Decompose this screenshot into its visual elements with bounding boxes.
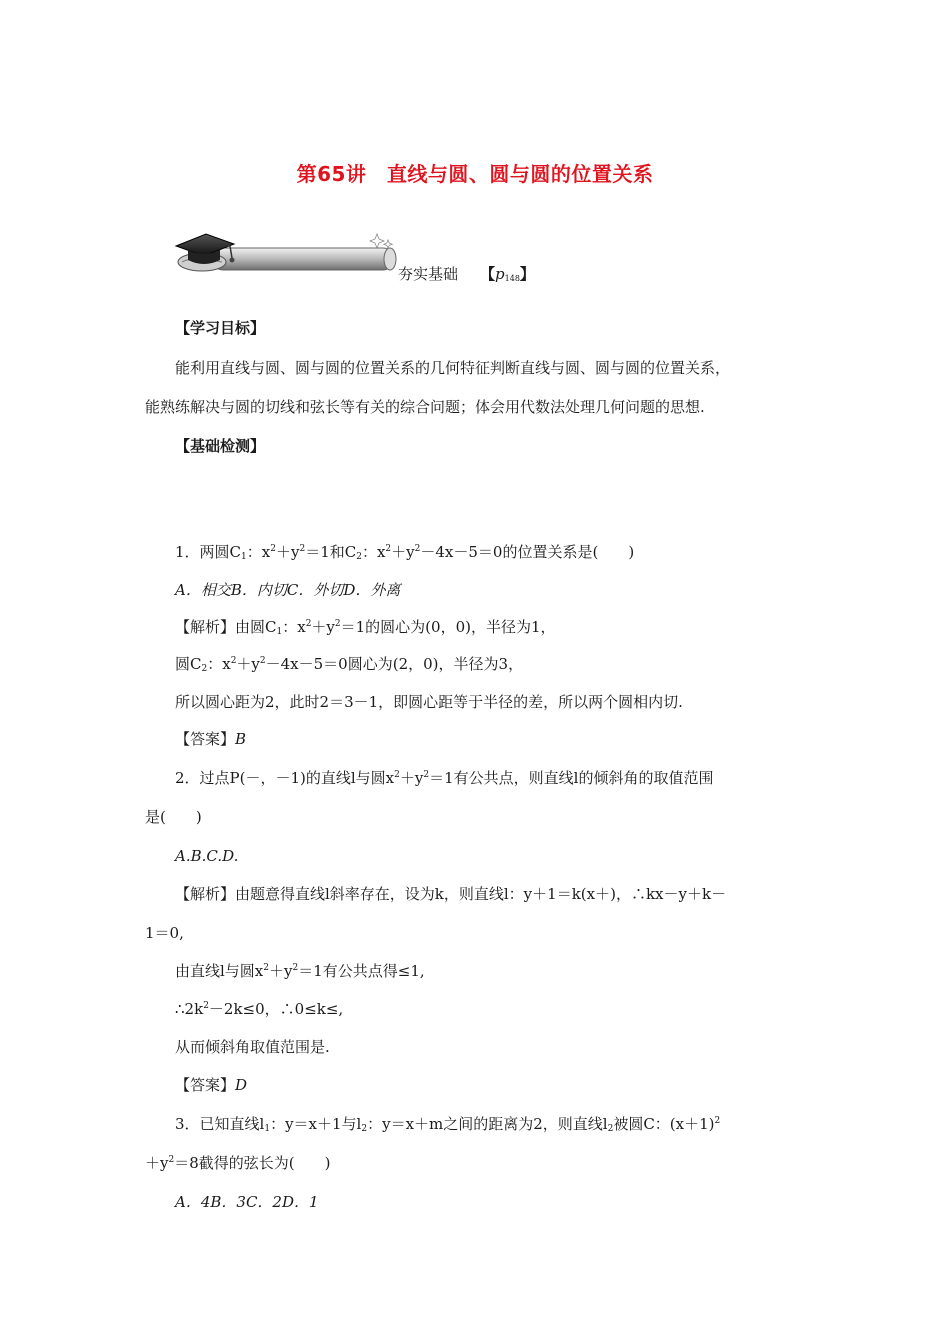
page-ref-num: 148	[504, 274, 520, 283]
q1-answer: 【答案】B	[175, 730, 247, 748]
section-banner-label	[398, 263, 535, 284]
q2-options: A.B.C.D.	[175, 847, 239, 865]
page-ref-p: p	[495, 265, 505, 283]
q3-stem: 3．已知直线$l_1$：y＝x＋1与$l_2$：y＝x＋m之间的距离为2，则直线$l_2$被圆C：$(x+1)^2$	[175, 1115, 721, 1134]
q2-stem-line-2: 是( )	[145, 808, 202, 826]
q1-options: A．相交B．内切C．外切D．外离	[175, 581, 401, 599]
q2-analysis-line-2: 1＝0,	[145, 924, 184, 942]
page-ref-close: 】	[519, 265, 535, 283]
q2-analysis-line-1: 【解析】由题意得直线l斜率存在，设为k，则直线l：y＋1＝k(x＋)，∴kx－y＋k－	[175, 885, 727, 903]
goals-line-2: 能熟练解决与圆的切线和弦长等有关的综合问题；体会用代数法处理几何问题的思想.	[145, 398, 705, 416]
q1-analysis-line-1: 【解析】由圆$C_1$：$x^2+y^2=1$的圆心为(0，0)，半径为1，	[175, 618, 556, 637]
q1-stem: 1．两圆$C_1$：$x^2+y^2=1$和$C_2$：$x^2+y^2-4x-5=0$的位置关系是( )	[175, 543, 635, 562]
section-banner-graduation-cap-icon	[172, 226, 402, 282]
check-heading: 【基础检测】	[175, 437, 266, 455]
page-reference	[480, 265, 535, 283]
q2-stem: 2．过点P(－，－1)的直线l与圆$x^2+y^2=1$有公共点，则直线l的倾斜角的取值范围	[175, 769, 714, 787]
q2-analysis-line-4: $\therefore 2k^2-2k\le 0$，∴0≤k≤,	[175, 1000, 344, 1018]
q1-analysis-line-3: 所以圆心距为2，此时2＝3－1，即圆心距等于半径的差，所以两个圆相内切.	[175, 693, 683, 711]
q2-analysis-line-3: 由直线l与圆$x^2+y^2=1$有公共点得≤1,	[175, 962, 425, 980]
page-ref-open: 【	[480, 265, 496, 283]
goals-line-1: 能利用直线与圆、圆与圆的位置关系的几何特征判断直线与圆、圆与圆的位置关系，	[175, 359, 731, 377]
q1-analysis-line-2: 圆$C_2$：$x^2+y^2-4x-5=0$圆心为(2，0)，半径为3，	[175, 655, 524, 674]
page-title: 第65讲 直线与圆、圆与圆的位置关系	[296, 162, 654, 186]
q2-analysis-line-5: 从而倾斜角取值范围是.	[175, 1038, 330, 1056]
banner-text: 夯实基础	[398, 265, 459, 283]
q2-answer: 【答案】D	[175, 1076, 248, 1094]
q3-options: A．4B．3C．2D．1	[175, 1193, 319, 1211]
goals-heading: 【学习目标】	[175, 319, 266, 337]
q3-stem-line-2: $+y^2=8$截得的弦长为( )	[145, 1154, 331, 1172]
